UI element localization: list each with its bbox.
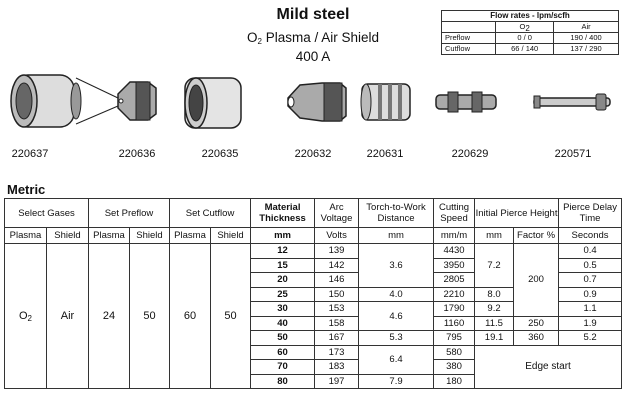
preflow-shield-cell: 50	[130, 244, 170, 389]
pierce-height-cell: 11.5	[475, 316, 514, 331]
flow-gas-air: Air	[554, 22, 619, 33]
shield-gas-cell: Air	[47, 244, 89, 389]
delay-cell: 0.9	[559, 287, 622, 302]
delay-cell: 5.2	[559, 331, 622, 346]
header-material-thickness: Material Thickness	[251, 199, 315, 228]
distance-cell: 4.6	[359, 302, 434, 331]
flow-value: 137 / 290	[554, 44, 619, 55]
thickness-cell: 25	[251, 287, 315, 302]
part-number: 220629	[451, 148, 489, 160]
voltage-cell: 158	[315, 316, 359, 331]
voltage-cell: 146	[315, 273, 359, 288]
delay-cell: 0.4	[559, 244, 622, 259]
pierce-height-cell: 7.2	[475, 244, 514, 288]
speed-cell: 3950	[434, 258, 475, 273]
voltage-cell: 142	[315, 258, 359, 273]
delay-cell: 1.9	[559, 316, 622, 331]
thickness-cell: 40	[251, 316, 315, 331]
cutflow-plasma-cell: 60	[170, 244, 211, 389]
pierce-height-cell: 9.2	[475, 302, 514, 317]
consumable-parts-illustration	[0, 62, 628, 152]
flow-rates-title: Flow rates - lpm/scfh	[442, 11, 619, 22]
factor-cell: 250	[514, 316, 559, 331]
unit-shield: Shield	[47, 228, 89, 244]
speed-cell: 2805	[434, 273, 475, 288]
thickness-cell: 12	[251, 244, 315, 259]
speed-cell: 4430	[434, 244, 475, 259]
flow-value: 190 / 400	[554, 33, 619, 44]
nozzle-part	[288, 83, 346, 121]
header-initial-pierce: Initial Pierce Height	[475, 199, 559, 228]
unit-mmm: mm/m	[434, 228, 475, 244]
speed-cell: 580	[434, 345, 475, 360]
voltage-cell: 183	[315, 360, 359, 375]
header-select-gases: Select Gases	[5, 199, 89, 228]
distance-cell: 5.3	[359, 331, 434, 346]
unit-shield: Shield	[130, 228, 170, 244]
part-number: 220631	[366, 148, 404, 160]
unit-seconds: Seconds	[559, 228, 622, 244]
flow-row-label: Preflow	[442, 33, 496, 44]
header-pierce-delay: Pierce Delay Time	[559, 199, 622, 228]
page-title: Mild steel	[276, 6, 350, 23]
edge-start-cell: Edge start	[475, 345, 622, 389]
flow-rates-table	[441, 10, 619, 55]
shield-part	[118, 82, 156, 120]
thickness-cell: 70	[251, 360, 315, 375]
thickness-cell: 50	[251, 331, 315, 346]
metric-label: Metric	[7, 182, 46, 197]
header-arc-voltage: Arc Voltage	[315, 199, 359, 228]
pierce-height-cell: 8.0	[475, 287, 514, 302]
voltage-cell: 167	[315, 331, 359, 346]
shield-cap-part	[11, 75, 81, 127]
header-torch-distance: Torch-to-Work Distance	[359, 199, 434, 228]
unit-plasma: Plasma	[89, 228, 130, 244]
part-number: 220637	[11, 148, 49, 160]
thickness-cell: 80	[251, 374, 315, 389]
plasma-gas-cell: $O_2$	[5, 244, 47, 389]
part-number: 220632	[294, 148, 332, 160]
distance-cell: 3.6	[359, 244, 434, 288]
unit-mm: mm	[359, 228, 434, 244]
part-number: 220636	[118, 148, 156, 160]
speed-cell: 1160	[434, 316, 475, 331]
flow-gas-o2: $O_2$	[496, 22, 554, 33]
unit-plasma: Plasma	[170, 228, 211, 244]
distance-cell: 7.9	[359, 374, 434, 389]
cut-chart-table	[4, 198, 622, 389]
header-cutting-speed: Cutting Speed	[434, 199, 475, 228]
header-set-preflow: Set Preflow	[89, 199, 170, 228]
thickness-cell: 15	[251, 258, 315, 273]
unit-shield: Shield	[211, 228, 251, 244]
speed-cell: 180	[434, 374, 475, 389]
nozzle-retaining-cap-part	[185, 78, 241, 128]
thickness-cell: 20	[251, 273, 315, 288]
voltage-cell: 173	[315, 345, 359, 360]
electrode-part	[436, 92, 496, 112]
water-tube-part	[534, 94, 610, 110]
flow-row-label: Cutflow	[442, 44, 496, 55]
swirl-ring-part	[361, 84, 410, 120]
unit-volts: Volts	[315, 228, 359, 244]
header-set-cutflow: Set Cutflow	[170, 199, 251, 228]
flow-value: 66 / 140	[496, 44, 554, 55]
amperage-title: 400 A	[295, 49, 331, 64]
factor-cell: 360	[514, 331, 559, 346]
part-number: 220571	[554, 148, 592, 160]
speed-cell: 2210	[434, 287, 475, 302]
voltage-cell: 153	[315, 302, 359, 317]
voltage-cell: 139	[315, 244, 359, 259]
distance-cell: 6.4	[359, 345, 434, 374]
part-number: 220635	[201, 148, 239, 160]
unit-mm: mm	[251, 228, 315, 244]
voltage-cell: 150	[315, 287, 359, 302]
speed-cell: 380	[434, 360, 475, 375]
unit-factor: Factor %	[514, 228, 559, 244]
speed-cell: 795	[434, 331, 475, 346]
thickness-cell: 30	[251, 302, 315, 317]
unit-plasma: Plasma	[5, 228, 47, 244]
flow-value: 0 / 0	[496, 33, 554, 44]
distance-cell: 4.0	[359, 287, 434, 302]
delay-cell: 0.7	[559, 273, 622, 288]
cutflow-shield-cell: 50	[211, 244, 251, 389]
process-title: $O_2$ Plasma / Air Shield	[246, 30, 380, 46]
delay-cell: 0.5	[559, 258, 622, 273]
unit-mm: mm	[475, 228, 514, 244]
voltage-cell: 197	[315, 374, 359, 389]
preflow-plasma-cell: 24	[89, 244, 130, 389]
pierce-height-cell: 19.1	[475, 331, 514, 346]
thickness-cell: 60	[251, 345, 315, 360]
delay-cell: 1.1	[559, 302, 622, 317]
factor-cell: 200	[514, 244, 559, 317]
speed-cell: 1790	[434, 302, 475, 317]
